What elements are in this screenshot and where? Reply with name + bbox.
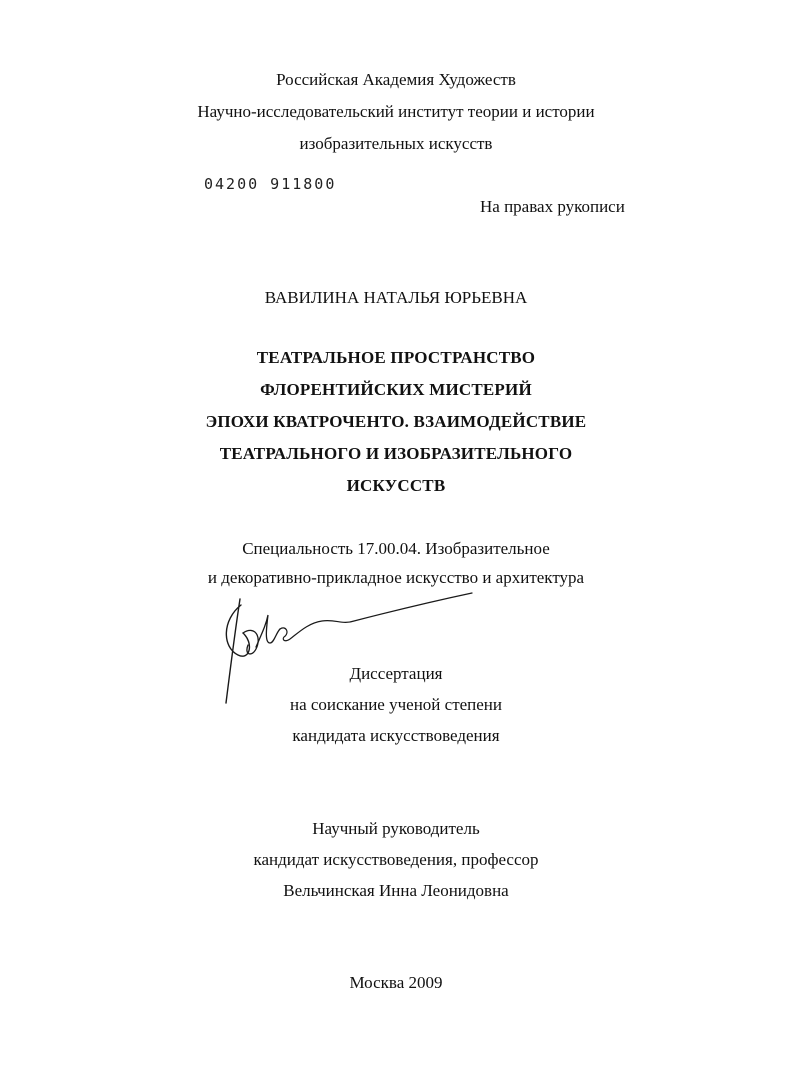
title-line-1: ТЕАТРАЛЬНОЕ ПРОСТРАНСТВО	[256, 348, 536, 367]
supervisor-label: Научный руководитель	[312, 819, 480, 838]
registration-code: 04200 911800	[204, 175, 337, 193]
dissertation-purpose: на соискание ученой степени	[289, 695, 503, 714]
title-line-4: ТЕАТРАЛЬНОГО И ИЗОБРАЗИТЕЛЬНОГО	[219, 444, 573, 463]
supervisor-name: Вельчинская Инна Леонидовна	[283, 881, 509, 900]
title-line-5: ИСКУССТВ	[346, 476, 446, 495]
dissertation-type: Диссертация	[349, 664, 443, 683]
supervisor-credentials: кандидат искусствоведения, профессор	[253, 850, 539, 869]
title-line-2: ФЛОРЕНТИЙСКИХ МИСТЕРИЙ	[260, 380, 532, 399]
manuscript-rights: На правах рукописи	[480, 197, 625, 216]
dissertation-degree: кандидата искусствоведения	[292, 726, 500, 745]
institute-name: Научно-исследовательский институт теории и истории	[197, 102, 595, 121]
specialty-line-2: и декоративно-прикладное искусство и архитектура	[207, 568, 585, 587]
institute-name-continued: изобразительных искусств	[299, 134, 493, 153]
academy-name: Российская Академия Художеств	[276, 70, 516, 89]
title-line-3: ЭПОХИ КВАТРОЧЕНТО. ВЗАИМОДЕЙСТВИЕ	[205, 412, 587, 431]
author-name: ВАВИЛИНА НАТАЛЬЯ ЮРЬЕВНА	[264, 288, 528, 307]
city-year: Москва 2009	[349, 973, 443, 992]
specialty-line-1: Специальность 17.00.04. Изобразительное	[242, 539, 550, 558]
